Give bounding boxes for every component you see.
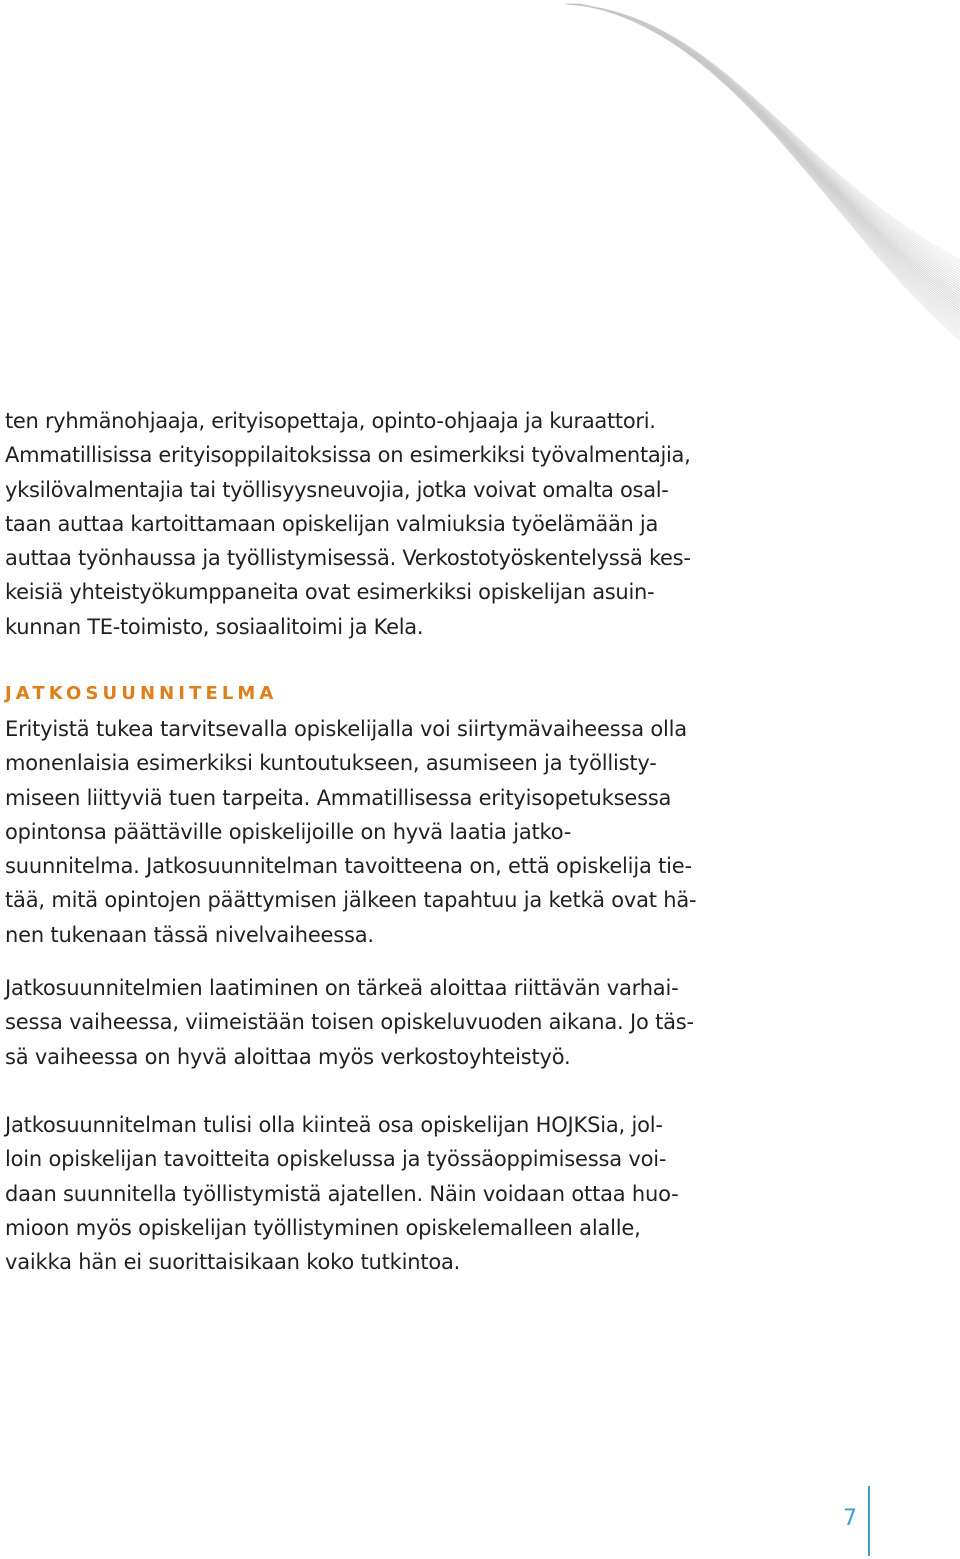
wave-line xyxy=(568,4,960,277)
text-line: Ammatillisissa erityisoppilaitoksissa on esimerkiksi työvalmentajia, xyxy=(5,443,691,468)
text-line: yksilövalmentajia tai työllisyysneuvojia, jotka voivat omalta osal- xyxy=(5,477,669,502)
section-heading: JATKOSUUNNITELMA xyxy=(5,683,278,704)
text-line: nen tukenaan tässä nivelvaiheessa. xyxy=(5,922,374,947)
text-line: taan auttaa kartoittamaan opiskelijan valmiuksia työelämään ja xyxy=(5,511,659,536)
paragraph-intro xyxy=(5,404,691,644)
text-line: opintonsa päättäville opiskelijoille on hyvä laatia jatko- xyxy=(5,819,572,844)
wave-line xyxy=(565,4,960,260)
text-line: Jatkosuunnitelmien laatiminen on tärkeä aloittaa riittävän varhai- xyxy=(5,976,679,1000)
text-line: auttaa työnhaussa ja työllistymisessä. Verkostotyöskentelyssä kes- xyxy=(5,546,691,571)
text-line: sä vaiheessa on hyvä aloittaa myös verkostoyhteistyö. xyxy=(5,1044,571,1069)
paragraph-hojks xyxy=(5,1108,679,1279)
paragraph-early-planning xyxy=(5,971,694,1074)
page-number: 7 xyxy=(843,1506,857,1531)
text-line: Jatkosuunnitelman tulisi olla kiinteä osa opiskelijan HOJKSia, jol- xyxy=(5,1113,663,1137)
paragraph-transition-support xyxy=(5,712,696,952)
wave-lines-decoration xyxy=(0,0,960,400)
text-line: tää, mitä opintojen päättymisen jälkeen tapahtuu ja ketkä ovat hä- xyxy=(5,888,697,913)
text-line: ten ryhmänohjaaja, erityisopettaja, opinto-ohjaaja ja kuraattori. xyxy=(5,409,656,433)
wave-line xyxy=(580,4,960,340)
folio-bar xyxy=(868,1486,870,1556)
text-line: monenlaisia esimerkiksi kuntoutukseen, asumiseen ja työllisty- xyxy=(5,751,657,776)
wave-line xyxy=(574,4,960,306)
wave-line xyxy=(580,4,960,338)
wave-line xyxy=(579,4,960,335)
text-line: vaikka hän ei suorittaisikaan koko tutkintoa. xyxy=(5,1250,461,1275)
wave-line xyxy=(570,4,960,287)
text-line: sessa vaiheessa, viimeistään toisen opiskeluvuoden aikana. Jo täs- xyxy=(5,1010,694,1035)
wave-line xyxy=(573,4,960,304)
text-line: loin opiskelijan tavoitteita opiskelussa ja työssäoppimisessa voi- xyxy=(5,1147,667,1172)
wave-line xyxy=(571,4,960,294)
text-line: daan suunnitella työllistymistä ajatellen. Näin voidaan ottaa huo- xyxy=(5,1181,679,1206)
text-line: suunnitelma. Jatkosuunnitelman tavoitteena on, että opiskelija tie- xyxy=(5,854,692,879)
wave-line xyxy=(576,4,960,321)
wave-line xyxy=(569,4,960,282)
wave-line xyxy=(568,4,960,275)
text-line: keisiä yhteistyökumppaneita ovat esimerkiksi opiskelijan asuin- xyxy=(5,580,655,605)
text-line: miseen liittyviä tuen tarpeita. Ammatillisessa erityisopetuksessa xyxy=(5,785,672,810)
text-line: Erityistä tukea tarvitsevalla opiskelijalla voi siirtymävaiheessa olla xyxy=(5,717,687,741)
wave-line xyxy=(572,4,960,296)
wave-line xyxy=(570,4,960,284)
wave-line xyxy=(571,4,960,292)
wave-line xyxy=(573,4,960,301)
text-line: kunnan TE-toimisto, sosiaalitoimi ja Kela. xyxy=(5,614,424,639)
wave-line xyxy=(570,4,960,289)
wave-line xyxy=(569,4,960,279)
wave-line xyxy=(572,4,960,299)
page-folio xyxy=(830,1486,890,1556)
text-line: mioon myös opiskelijan työllistyminen opiskelemalleen alalle, xyxy=(5,1215,641,1240)
